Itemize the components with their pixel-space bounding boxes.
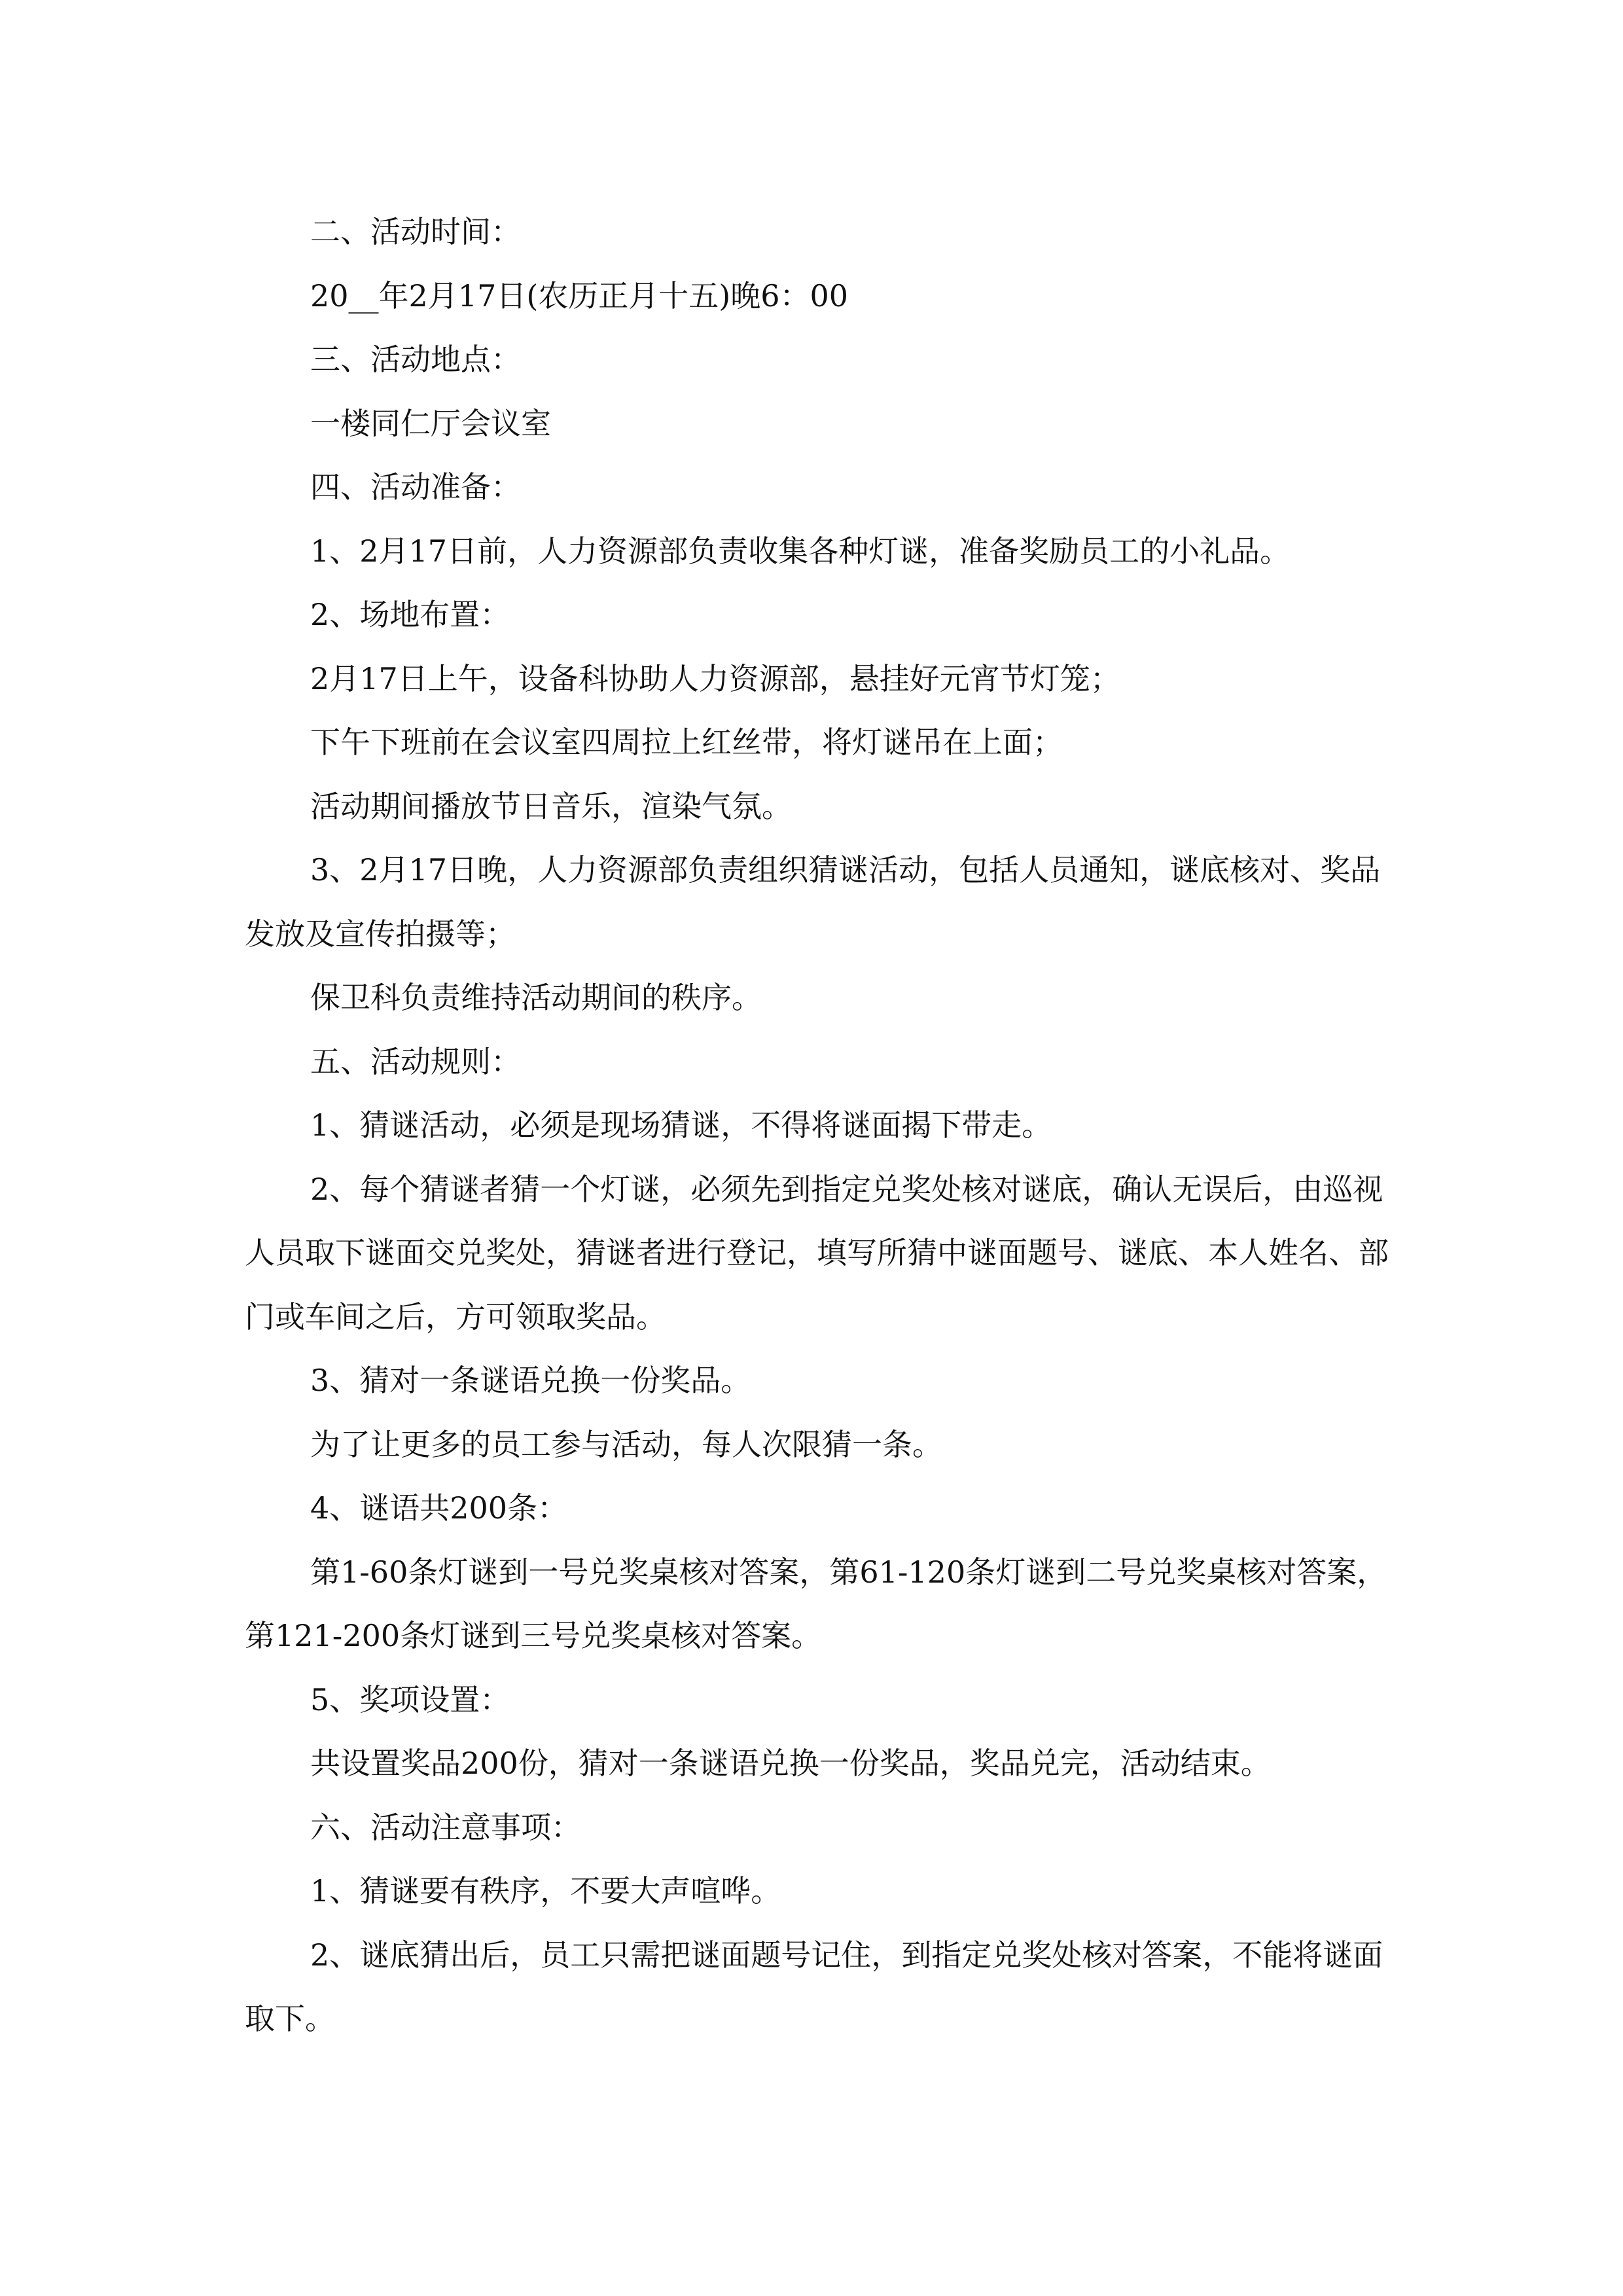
heading-activity-rules: 五、活动规则： (310, 1043, 521, 1079)
rule-5: 5、奖项设置： (310, 1681, 510, 1717)
rule-3-note: 为了让更多的员工参与活动，每人次限猜一条。 (310, 1426, 942, 1462)
preparation-item-2-line-2: 下午下班前在会议室四周拉上红丝带，将灯谜吊在上面； (310, 725, 1063, 760)
preparation-item-3-security: 保卫科负责维持活动期间的秩序。 (310, 980, 762, 1015)
heading-activity-preparation: 四、活动准备： (310, 469, 521, 505)
heading-activity-time: 二、活动时间： (310, 214, 521, 249)
rule-5-detail: 共设置奖品200份，猜对一条谜语兑换一份奖品，奖品兑完，活动结束。 (310, 1746, 1271, 1781)
preparation-item-1: 1、2月17日前，人力资源部负责收集各种灯谜，准备奖励员工的小礼品。 (310, 533, 1291, 569)
preparation-item-2-line-3: 活动期间播放节日音乐，渲染气氛。 (310, 788, 792, 824)
activity-location-value: 一楼同仁厅会议室 (310, 405, 551, 441)
heading-activity-location: 三、活动地点： (310, 342, 521, 377)
preparation-item-2: 2、场地布置： (310, 597, 510, 632)
rule-3: 3、猜对一条谜语兑换一份奖品。 (310, 1363, 751, 1398)
heading-activity-notes: 六、活动注意事项： (310, 1809, 581, 1845)
note-2: 2、谜底猜出后，员工只需把谜面题号记住，到指定兑奖处核对答案，不能将谜面取下。 (245, 1937, 1383, 2036)
preparation-item-2-line-1: 2月17日上午，设备科协助人力资源部，悬挂好元宵节灯笼； (310, 660, 1120, 696)
document-body (245, 200, 1397, 2051)
rule-4: 4、谜语共200条： (310, 1490, 568, 1526)
rule-1: 1、猜谜活动，必须是现场猜谜，不得将谜面揭下带走。 (310, 1107, 1052, 1143)
rule-4-detail: 第1-60条灯谜到一号兑奖桌核对答案，第61-120条灯谜到二号兑奖桌核对答案，第121-200条灯谜到三号兑奖桌核对答案。 (245, 1554, 1387, 1653)
rule-2: 2、每个猜谜者猜一个灯谜，必须先到指定兑奖处核对谜底，确认无误后，由巡视人员取下谜面交兑奖处，猜谜者进行登记，填写所猜中谜面题号、谜底、本人姓名、部门或车间之后，方可领取奖品。 (245, 1171, 1389, 1335)
activity-time-value: 20__年2月17日(农历正月十五)晚6：00 (310, 278, 849, 314)
note-1: 1、猜谜要有秩序，不要大声喧哗。 (310, 1873, 781, 1909)
preparation-item-3: 3、2月17日晚，人力资源部负责组织猜谜活动，包括人员通知，谜底核对、奖品发放及宣传拍摄等； (245, 852, 1381, 952)
